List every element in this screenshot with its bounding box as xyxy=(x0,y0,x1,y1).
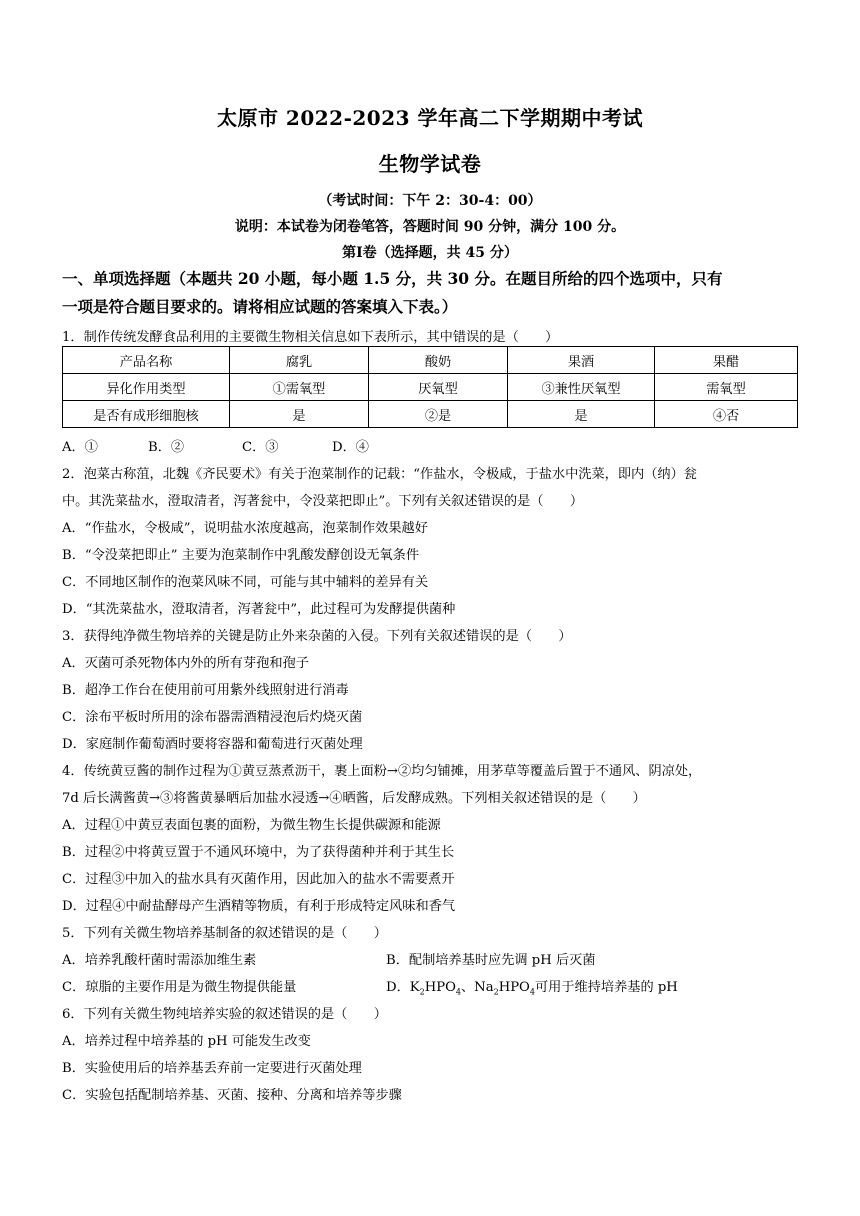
q5-option-c: C．琼脂的主要作用是为微生物提供能量 xyxy=(62,980,297,995)
q1-stem: 1．制作传统发酵食品利用的主要微生物相关信息如下表所示，其中错误的是（ ） xyxy=(62,330,559,345)
table-row xyxy=(63,401,798,428)
table-cell: 果酒 xyxy=(508,347,655,374)
table-cell: 异化作用类型 xyxy=(63,374,230,401)
q1-option-a: A．① xyxy=(62,440,98,455)
q6-option-c: C．实验包括配制培养基、灭菌、接种、分离和培养等步骤 xyxy=(62,1088,402,1103)
table-cell: 是否有成形细胞核 xyxy=(63,401,230,428)
table-cell: 厌氧型 xyxy=(369,374,508,401)
exam-instructions: 说明：本试卷为闭卷笔答，答题时间 90 分钟，满分 100 分。 xyxy=(234,219,626,235)
q4-stem-line2: 7d 后长满酱黄→③将酱黄暴晒后加盐水浸透→④晒酱，后发酵成熟。下列相关叙述错误的是（ ） xyxy=(62,791,646,806)
table-row xyxy=(63,374,798,401)
table-cell: ①需氧型 xyxy=(230,374,369,401)
table-cell: 腐乳 xyxy=(230,347,369,374)
exam-subtitle: 生物学试卷 xyxy=(378,152,482,176)
exam-title: 太原市 2022-2023 学年高二下学期期中考试 xyxy=(216,106,644,130)
subscript: 4 xyxy=(455,987,461,997)
subscript: 2 xyxy=(493,987,499,997)
q3-option-d: D．家庭制作葡萄酒时要将容器和葡萄进行灭菌处理 xyxy=(62,737,363,752)
table-cell: 酸奶 xyxy=(369,347,508,374)
table-cell: 是 xyxy=(508,401,655,428)
part-one-heading: 第Ⅰ卷（选择题，共 45 分） xyxy=(342,245,518,261)
table-cell: 是 xyxy=(230,401,369,428)
table-cell: ④否 xyxy=(655,401,798,428)
q4-option-c: C．过程③中加入的盐水具有灭菌作用，因此加入的盐水不需要煮开 xyxy=(62,872,455,887)
q2-option-c: C．不同地区制作的泡菜风味不同，可能与其中辅料的差异有关 xyxy=(62,575,429,590)
q1-table xyxy=(62,346,798,428)
q3-stem: 3．获得纯净微生物培养的关键是防止外来杂菌的入侵。下列有关叙述错误的是（ ） xyxy=(62,629,572,644)
exam-time: （考试时间：下午 2：30-4：00） xyxy=(318,193,542,209)
q1-option-c: C．③ xyxy=(242,440,279,455)
q6-option-a: A．培养过程中培养基的 pH 可能发生改变 xyxy=(62,1034,311,1049)
q2-option-d: D．“其洗菜盐水，澄取清者，泻著瓮中”，此过程可为发酵提供菌种 xyxy=(62,602,456,617)
q3-option-b: B．超净工作台在使用前可用紫外线照射进行消毒 xyxy=(62,683,349,698)
subscript: 2 xyxy=(419,987,425,997)
q2-option-b: B．“令没菜把即止” 主要为泡菜制作中乳酸发酵创设无氧条件 xyxy=(62,548,420,563)
q5-option-a: A．培养乳酸杆菌时需添加维生素 xyxy=(62,953,257,968)
q5-stem: 5．下列有关微生物培养基制备的叙述错误的是（ ） xyxy=(62,926,387,941)
q5-option-d-text: HPO xyxy=(498,980,530,995)
q4-stem-line1: 4．传统黄豆酱的制作过程为①黄豆蒸煮沥干，裹上面粉→②均匀铺摊，用茅草等覆盖后置于不通风、阴凉处， xyxy=(62,764,702,779)
section-one-heading-line1: 一、单项选择题（本题共 20 小题，每小题 1.5 分，共 30 分。在题目所给的四个选项中，只有 xyxy=(62,269,723,288)
q6-option-b: B．实验使用后的培养基丢弃前一定要进行灭菌处理 xyxy=(62,1061,362,1076)
table-cell: 需氧型 xyxy=(655,374,798,401)
q2-stem-line1: 2．泡菜古称菹，北魏《齐民要术》有关于泡菜制作的记载：“作盐水，令极咸，于盐水中洗菜，即内（纳）瓮 xyxy=(62,467,697,482)
q5-option-d-text: 、Na xyxy=(461,980,494,995)
q5-option-d-text: HPO xyxy=(424,980,456,995)
q4-option-a: A．过程①中黄豆表面包裹的面粉，为微生物生长提供碳源和能源 xyxy=(62,818,441,833)
subscript: 4 xyxy=(529,987,535,997)
q5-option-d xyxy=(386,976,678,997)
q4-option-d: D．过程④中耐盐酵母产生酒精等物质，有利于形成特定风味和香气 xyxy=(62,899,456,914)
q3-option-a: A．灭菌可杀死物体内外的所有芽孢和孢子 xyxy=(62,656,309,671)
q1-option-d: D．④ xyxy=(332,440,369,455)
q1-option-b: B．② xyxy=(148,440,185,455)
q5-option-d-prefix: D．K xyxy=(386,980,420,995)
q6-stem: 6．下列有关微生物纯培养实验的叙述错误的是（ ） xyxy=(62,1007,387,1022)
q2-stem-line2: 中。其洗菜盐水，澄取清者，泻著瓮中，令没菜把即止”。下列有关叙述错误的是（ ） xyxy=(62,494,584,509)
q4-option-b: B．过程②中将黄豆置于不通风环境中，为了获得菌种并利于其生长 xyxy=(62,845,455,860)
table-cell: 果醋 xyxy=(655,347,798,374)
q3-option-c: C．涂布平板时所用的涂布器需酒精浸泡后灼烧灭菌 xyxy=(62,710,363,725)
q5-option-b: B．配制培养基时应先调 pH 后灭菌 xyxy=(386,953,596,968)
q2-option-a: A．“作盐水，令极咸”，说明盐水浓度越高，泡菜制作效果越好 xyxy=(62,521,428,536)
table-cell: ③兼性厌氧型 xyxy=(508,374,655,401)
table-cell: 产品名称 xyxy=(63,347,230,374)
table-cell: ②是 xyxy=(369,401,508,428)
q5-option-d-suffix: 可用于维持培养基的 pH xyxy=(534,980,678,995)
table-row xyxy=(63,347,798,374)
section-one-heading-line2: 一项是符合题目要求的。请将相应试题的答案填入下表。） xyxy=(62,297,458,316)
q1-options xyxy=(62,436,802,455)
